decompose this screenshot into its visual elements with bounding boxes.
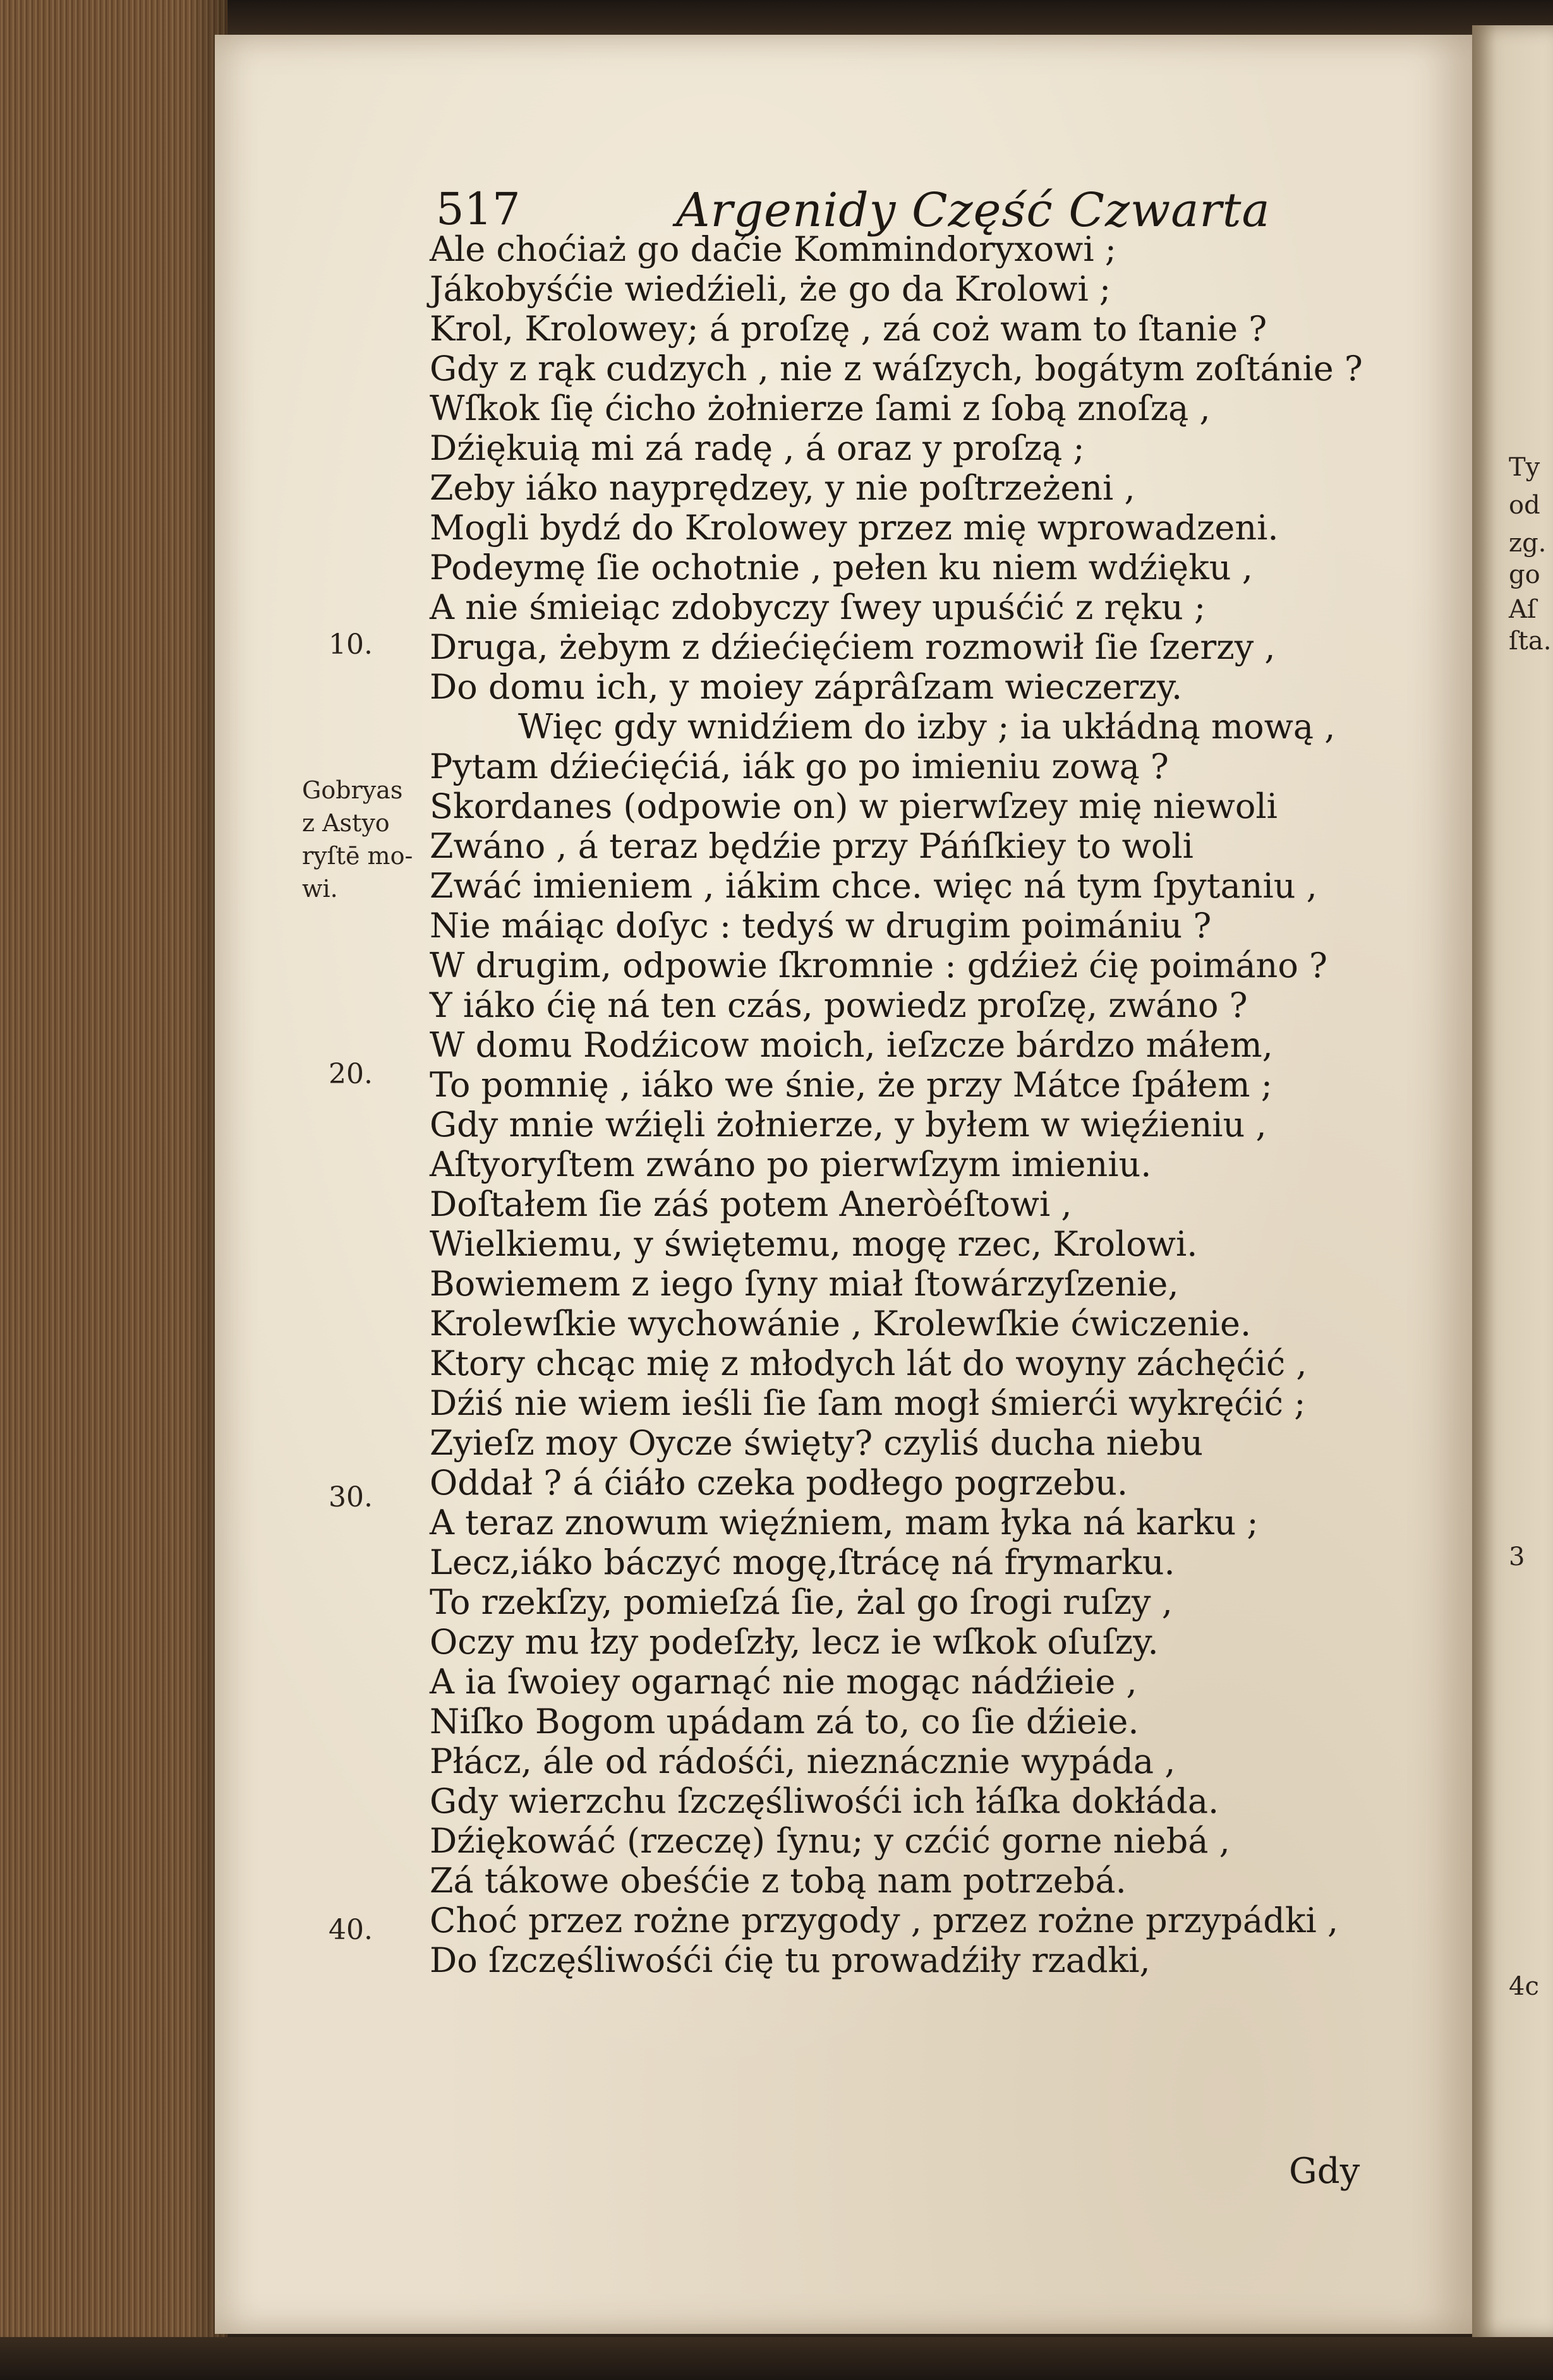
text-line: W drugim, odpowie ſkromnie : gdźież ćię poimáno ? [430,946,1327,985]
text-line: Do domu ich, y moiey záprâſzam wieczerzy. [430,667,1183,707]
text-line: Choć przez rożne przygody , przez rożne przypádki , [430,1901,1339,1940]
text-line: Podeymę ſie ochotnie , pełen ku niem wdźięku , [430,548,1253,587]
scan-top-edge [0,0,1553,38]
text-line: Zwáć imieniem , iákim chce. więc ná tym ſpytaniu , [430,866,1317,906]
marginal-note-line: wi. [302,875,338,903]
text-line: Niſko Bogom upádam zá to, co ſie dźieie. [430,1702,1139,1741]
text-line: Mogli bydź do Krolowey przez mię wprowadzeni. [430,508,1279,548]
text-line: Zyieſz moy Oycze święty? czyliś ducha niebu [430,1423,1204,1463]
facing-fragment: zg. [1509,529,1547,558]
text-line: A nie śmieiąc zdobyczy ſwey upuśćić z ręku ; [430,587,1206,627]
book-page-edges [0,0,227,2380]
scan-bottom-edge [0,2337,1553,2380]
line-number: 40. [329,1914,373,1946]
running-head: Argenidy Część Czwarta [676,183,1271,237]
text-line: To pomnię , iáko we śnie, że przy Mátce ſpáłem ; [430,1065,1272,1105]
facing-fragment: ſta. [1509,627,1552,656]
facing-fragment: 4c [1509,1972,1539,2001]
text-line: Wielkiemu, y świętemu, mogę rzec, Krolowi. [430,1224,1198,1264]
text-line: Bowiemem z iego ſyny miał ſtowárzyſzenie, [430,1264,1179,1304]
page-number: 517 [436,183,521,235]
facing-fragment: od [1509,491,1540,520]
text-line: Płácz, ále od rádośći, nieznácznie wypáda , [430,1741,1176,1781]
poem-text [430,229,1390,1980]
marginal-note-line: z Astyo [302,809,390,837]
text-line: Jákobyśćie wiedźieli, że go da Krolowi ; [430,269,1111,309]
line-number: 30. [329,1481,373,1513]
text-line: Wſkok ſię ćicho żołnierze ſami z ſobą znoſzą , [430,388,1211,428]
text-line: Lecz,iáko báczyć mogę,ſtrácę ná frymarku. [430,1542,1175,1582]
text-line: Pytam dźiećięćiá, iák go po imieniu zową ? [430,747,1169,786]
text-line: Ale choćiaż go daćie Kommindoryxowi ; [430,229,1116,269]
text-line: Więc gdy wnidźiem do izby ; ia ukłádną mową , [518,707,1336,747]
text-line: Do ſzczęśliwośći ćię tu prowadźiły rzadki, [430,1940,1151,1980]
text-line: A ia ſwoiey ogarnąć nie mogąc nádźieie , [430,1662,1137,1702]
line-number: 20. [329,1058,373,1090]
text-line: Zá tákowe obeśćie z tobą nam potrzebá. [430,1861,1127,1901]
text-line: Y iáko ćię ná ten czás, powiedz proſzę, zwáno ? [430,985,1248,1025]
text-line: Gdy wierzchu ſzczęśliwośći ich łáſka dokłáda. [430,1781,1219,1821]
text-line: W domu Rodźicow moich, ieſzcze bárdzo máłem, [430,1025,1273,1065]
text-line: Krolewſkie wychowánie , Krolewſkie ćwiczenie. [430,1304,1252,1343]
marginal-note-line: ryſtē mo- [302,842,413,870]
text-line: Skordanes (odpowie on) w pierwſzey mię niewoli [430,786,1278,826]
text-line: Doſtałem ſie záś potem Aneròéſtowi , [430,1184,1072,1224]
facing-fragment: go [1509,560,1540,589]
text-line: Krol, Krolowey; á proſzę , zá coż wam to ſtanie ? [430,309,1267,349]
text-line: Gdy mnie wźięli żołnierze, y byłem w więźieniu , [430,1105,1267,1145]
text-line: Dźiękuią mi zá radę , á oraz y proſzą ; [430,428,1085,468]
facing-page-edge [1472,25,1553,2337]
facing-fragment: 3 [1509,1542,1525,1572]
facing-fragment: Ty [1509,453,1540,482]
marginal-note-line: Gobryas [302,776,403,804]
text-line: Druga, żebym z dźiećięćiem rozmowił ſie ſzerzy , [430,627,1276,667]
facing-fragment: Aſ [1509,595,1537,624]
text-line: Oddał ? á ćiáło czeka podłego pogrzebu. [430,1463,1128,1503]
text-line: Zwáno , á teraz będźie przy Páńſkiey to woli [430,826,1193,866]
text-line: A teraz znowum więźniem, mam łyka ná karku ; [430,1503,1259,1542]
text-line: Nie máiąc doſyc : tedyś w drugim poimániu ? [430,906,1212,946]
text-line: To rzekſzy, pomieſzá ſie, żal go ſrogi ruſzy , [430,1582,1173,1622]
text-line: Gdy z rąk cudzych , nie z wáſzych, bogátym zoſtánie ? [430,349,1363,388]
text-line: Zeby iáko nayprędzey, y nie poſtrzeżeni , [430,468,1135,508]
line-number: 10. [329,628,373,661]
text-line: Dźiś nie wiem ieśli ſie ſam mogł śmierći wykręćić ; [430,1383,1306,1423]
text-line: Ktory chcąc mię z młodych lát do woyny záchęćić , [430,1343,1307,1383]
catchword: Gdy [1289,2151,1360,2192]
text-line: Oczy mu łzy podeſzły, lecz ie wſkok oſuſzy. [430,1622,1159,1662]
text-line: Dźiękowáć (rzeczę) ſynu; y czćić gorne niebá , [430,1821,1230,1861]
text-line: Aſtyoryſtem zwáno po pierwſzym imieniu. [430,1145,1152,1184]
marginal-note [302,774,413,905]
